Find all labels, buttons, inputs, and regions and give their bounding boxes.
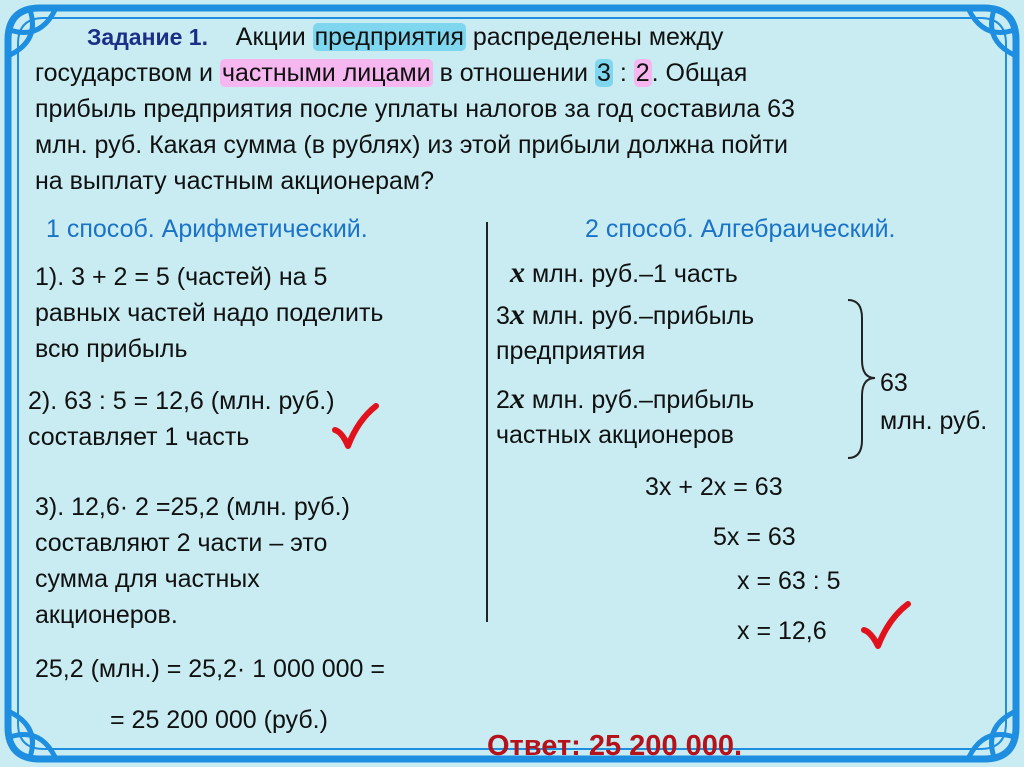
equation-1: 3x + 2x = 63 bbox=[645, 473, 783, 501]
method2-heading: 2 способ. Алгебраический. bbox=[585, 215, 896, 243]
check-mark-icon bbox=[858, 600, 912, 652]
row-text: млн. руб.–прибыль bbox=[524, 302, 755, 330]
method2-row2-line2: предприятия bbox=[496, 337, 646, 365]
method2-row2-line1 bbox=[496, 298, 754, 333]
method1-step3-line4: акционеров. bbox=[35, 601, 178, 629]
variable-x: x bbox=[509, 382, 525, 415]
check-mark-icon bbox=[330, 402, 380, 452]
task-text: в отношении bbox=[432, 59, 595, 87]
method1-conversion-line1: 25,2 (млн.) = 25,2· 1 000 000 = bbox=[35, 655, 385, 683]
method1-step1-line3: всю прибыль bbox=[35, 335, 188, 363]
row-text: млн. руб.–1 часть bbox=[525, 260, 738, 288]
variable-x: x bbox=[509, 298, 525, 331]
method1-step1-line2: равных частей надо поделить bbox=[35, 299, 384, 327]
task-line-4: млн. руб. Какая сумма (в рублях) из этой прибыли должна пойти bbox=[35, 131, 788, 159]
coefficient: 3 bbox=[496, 302, 510, 330]
method2-row3-line1 bbox=[496, 382, 754, 417]
coefficient: 2 bbox=[496, 386, 510, 414]
method1-step3-line2: составляют 2 части – это bbox=[35, 529, 328, 557]
method2-row1 bbox=[510, 256, 738, 291]
task-line-3: прибыль предприятия после уплаты налогов за год составила 63 bbox=[35, 95, 795, 123]
method1-step1-line1: 1). 3 + 2 = 5 (частей) на 5 bbox=[35, 263, 328, 291]
method1-step2-line1: 2). 63 : 5 = 12,6 (млн. руб.) bbox=[28, 387, 335, 415]
equation-3: x = 63 : 5 bbox=[737, 567, 841, 595]
ratio-part-a: 3 bbox=[596, 59, 611, 87]
method1-step3-line3: сумма для частных bbox=[35, 565, 260, 593]
task-line-5: на выплату частным акционерам? bbox=[35, 167, 434, 195]
task-label: Задание 1. bbox=[87, 24, 208, 50]
method1-step2-line2: составляет 1 часть bbox=[28, 423, 250, 451]
task-text: Акции bbox=[235, 23, 313, 51]
highlight-enterprise: предприятия bbox=[314, 23, 464, 51]
curly-brace-icon bbox=[848, 300, 875, 458]
task-line-1 bbox=[87, 20, 723, 54]
highlight-private-persons: частными лицами bbox=[221, 59, 431, 87]
answer: Ответ: 25 200 000. bbox=[487, 730, 743, 762]
row-text: млн. руб.–прибыль bbox=[524, 386, 755, 414]
ratio-separator: : bbox=[612, 59, 634, 87]
brace-total-line1: 63 bbox=[880, 369, 908, 397]
method2-row3-line2: частных акционеров bbox=[496, 421, 734, 449]
method1-heading: 1 способ. Арифметический. bbox=[46, 215, 368, 243]
method1-step3-line1: 3). 12,6· 2 =25,2 (млн. руб.) bbox=[35, 493, 350, 521]
equation-4: x = 12,6 bbox=[737, 617, 827, 645]
ratio-part-b: 2 bbox=[635, 59, 650, 87]
equation-2: 5x = 63 bbox=[713, 523, 796, 551]
task-text: распределены между bbox=[465, 23, 724, 51]
task-line-2 bbox=[35, 56, 747, 90]
task-text: . Общая bbox=[651, 59, 748, 87]
variable-x: x bbox=[510, 256, 525, 289]
brace-total-line2: млн. руб. bbox=[880, 407, 988, 435]
task-text: государством и bbox=[35, 59, 220, 87]
method1-conversion-line2: = 25 200 000 (руб.) bbox=[110, 706, 328, 734]
